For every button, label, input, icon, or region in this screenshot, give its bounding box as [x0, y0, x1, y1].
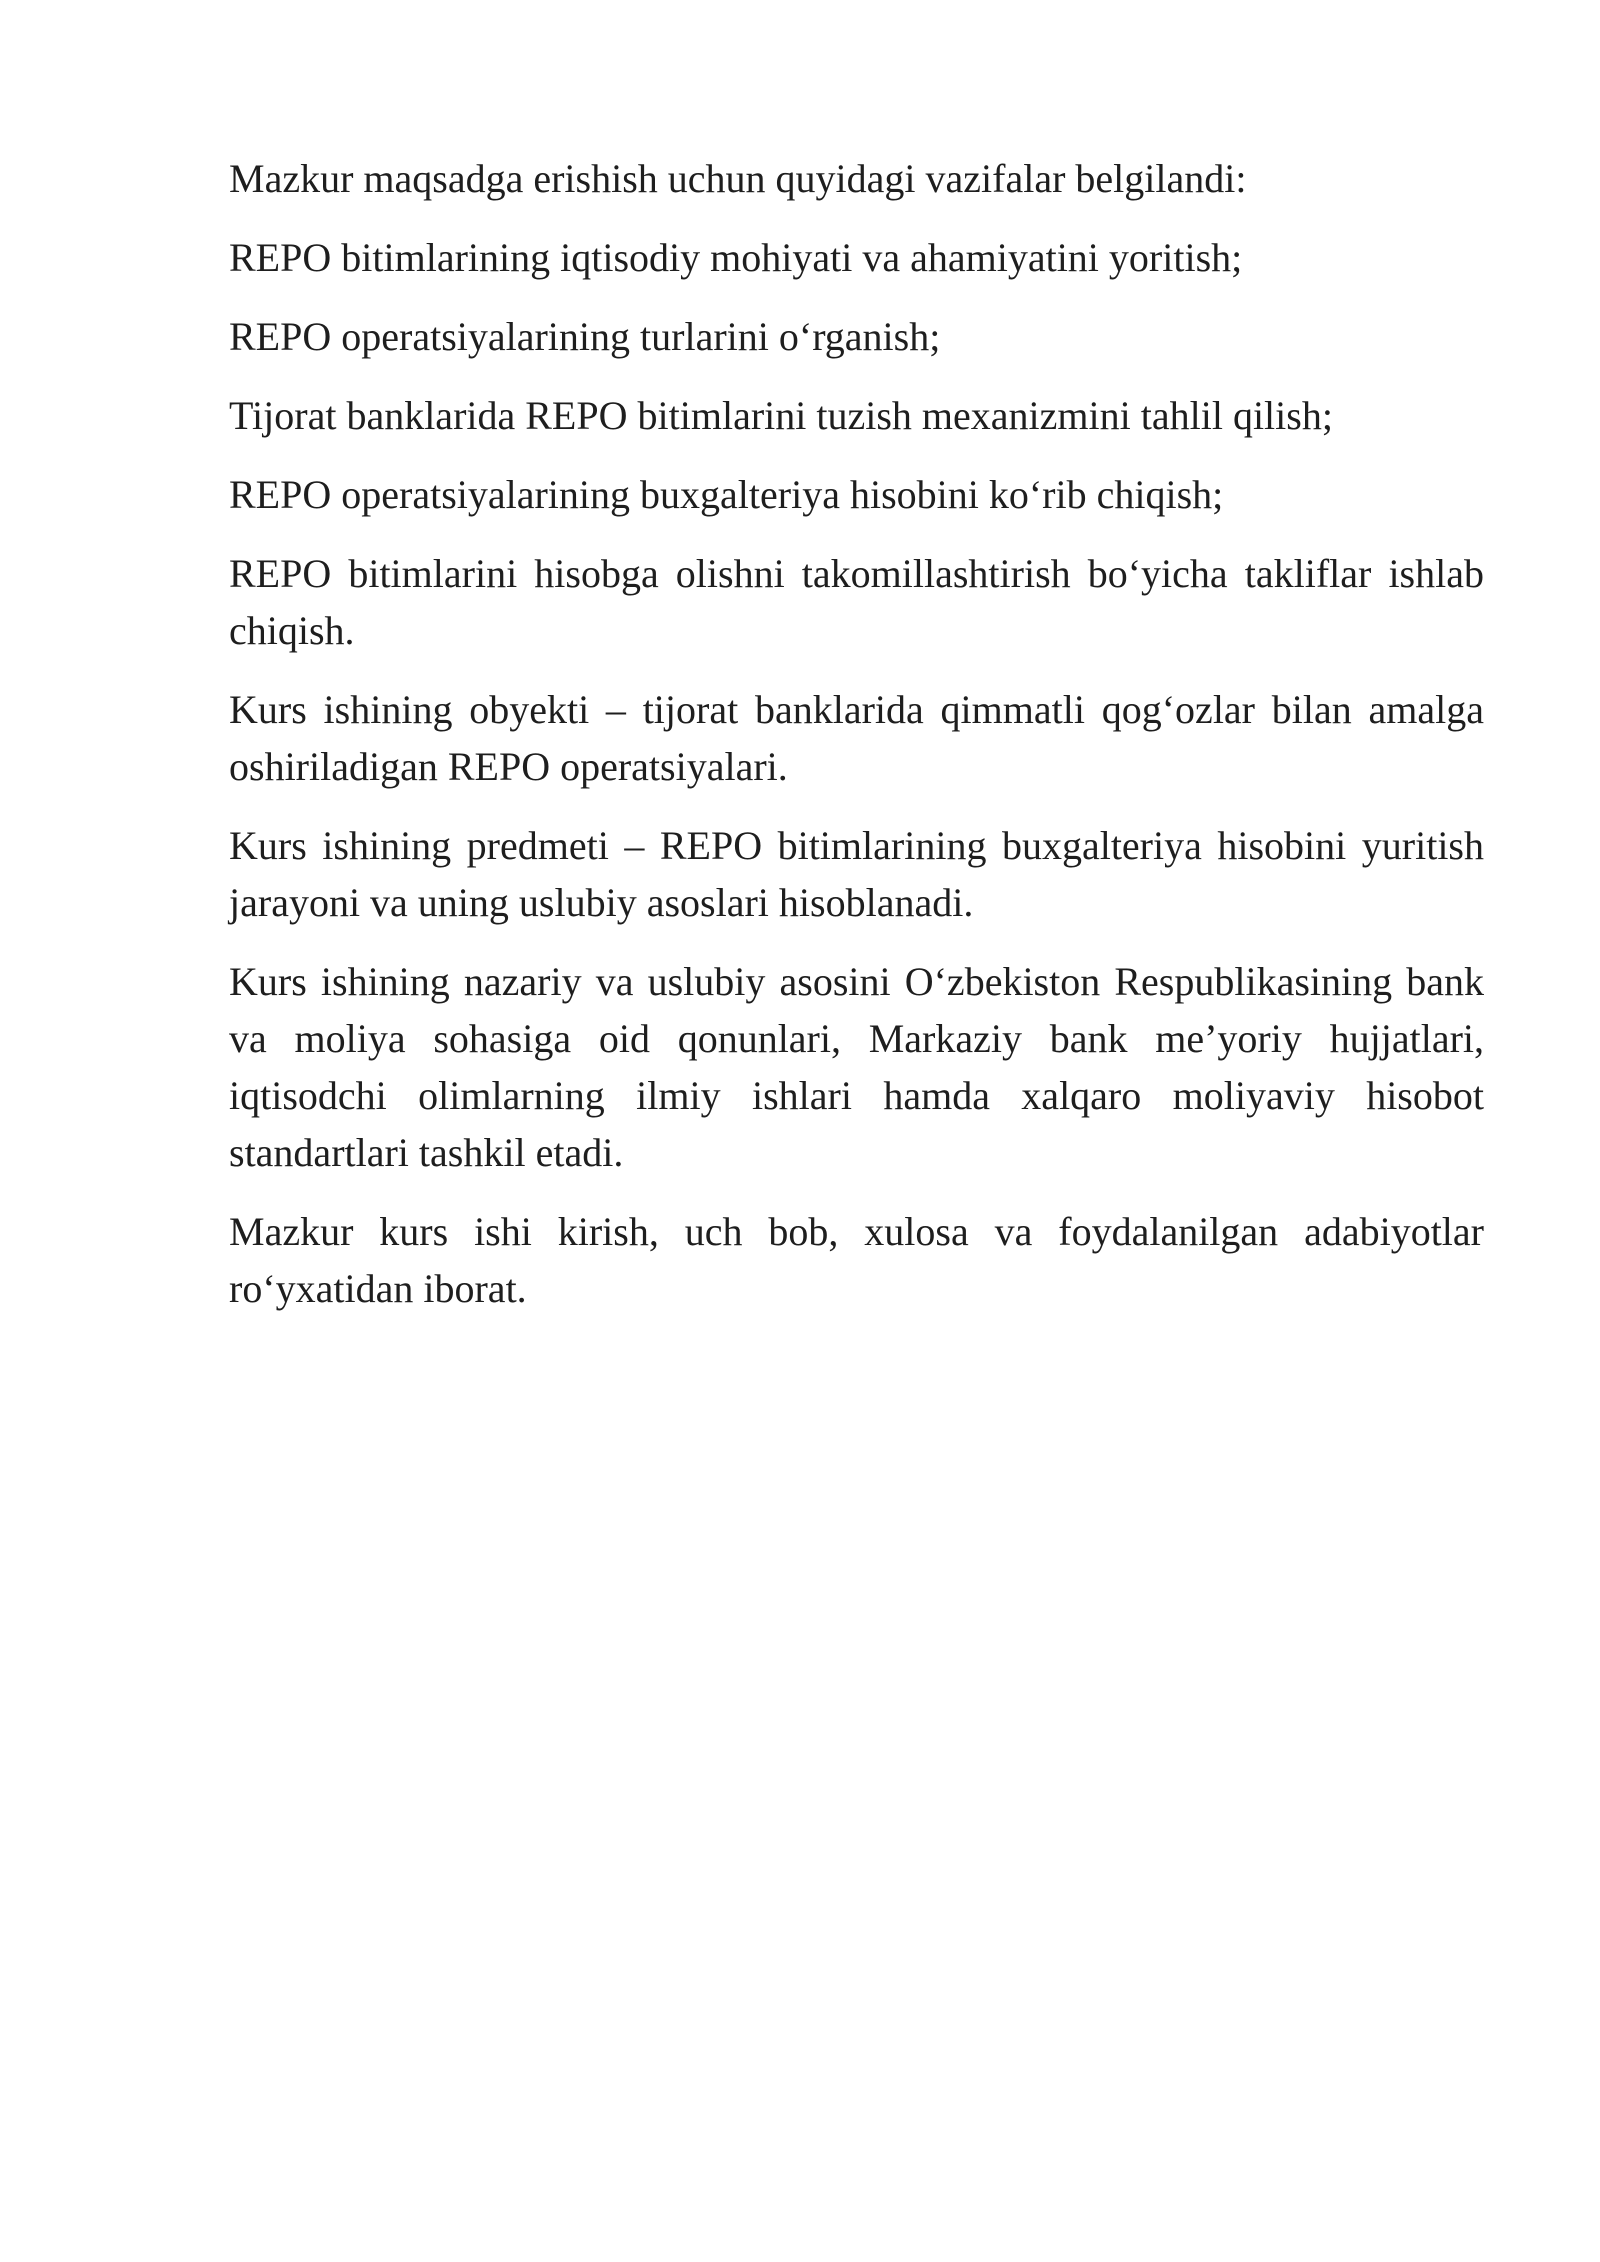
paragraph-tasks-intro: Mazkur maqsadga erishish uchun quyidagi vazifalar belgilandi: [229, 156, 1247, 201]
paragraph-task-1: REPO bitimlarining iqtisodiy mohiyati va ahamiyatini yoritish; [229, 235, 1243, 280]
paragraph-task-3: Tijorat banklarida REPO bitimlarini tuzish mexanizmini tahlil qilish; [229, 393, 1333, 438]
paragraph-structure: Mazkur kurs ishi kirish, uch bob, xulosa va foydalanilgan adabiyotlar ro‘yxatidan iborat. [229, 1209, 1484, 1311]
paragraph-task-4: REPO operatsiyalarining buxgalteriya hisobini ko‘rib chiqish; [229, 472, 1224, 517]
paragraph-task-2: REPO operatsiyalarining turlarini o‘rganish; [229, 314, 941, 359]
document-body [229, 150, 1484, 1339]
paragraph-task-5: REPO bitimlarini hisobga olishni takomillashtirish bo‘yicha takliflar ishlab chiqish. [229, 551, 1484, 653]
paragraph-methodology: Kurs ishining nazariy va uslubiy asosini O‘zbekiston Respublikasining bank va moliya sohasiga oid qonunlari, Markaziy bank me’yoriy hujjatlari, iqtisodchi olimlarning ilmiy ishlari hamda xalqaro moliyaviy hisobot standartlari tashkil etadi. [229, 959, 1484, 1175]
paragraph-subject: Kurs ishining predmeti – REPO bitimlarining buxgalteriya hisobini yuritish jarayoni va uning uslubiy asoslari hisoblanadi. [229, 823, 1484, 925]
paragraph-object: Kurs ishining obyekti – tijorat banklarida qimmatli qog‘ozlar bilan amalga oshiriladigan REPO operatsiyalari. [229, 687, 1484, 789]
